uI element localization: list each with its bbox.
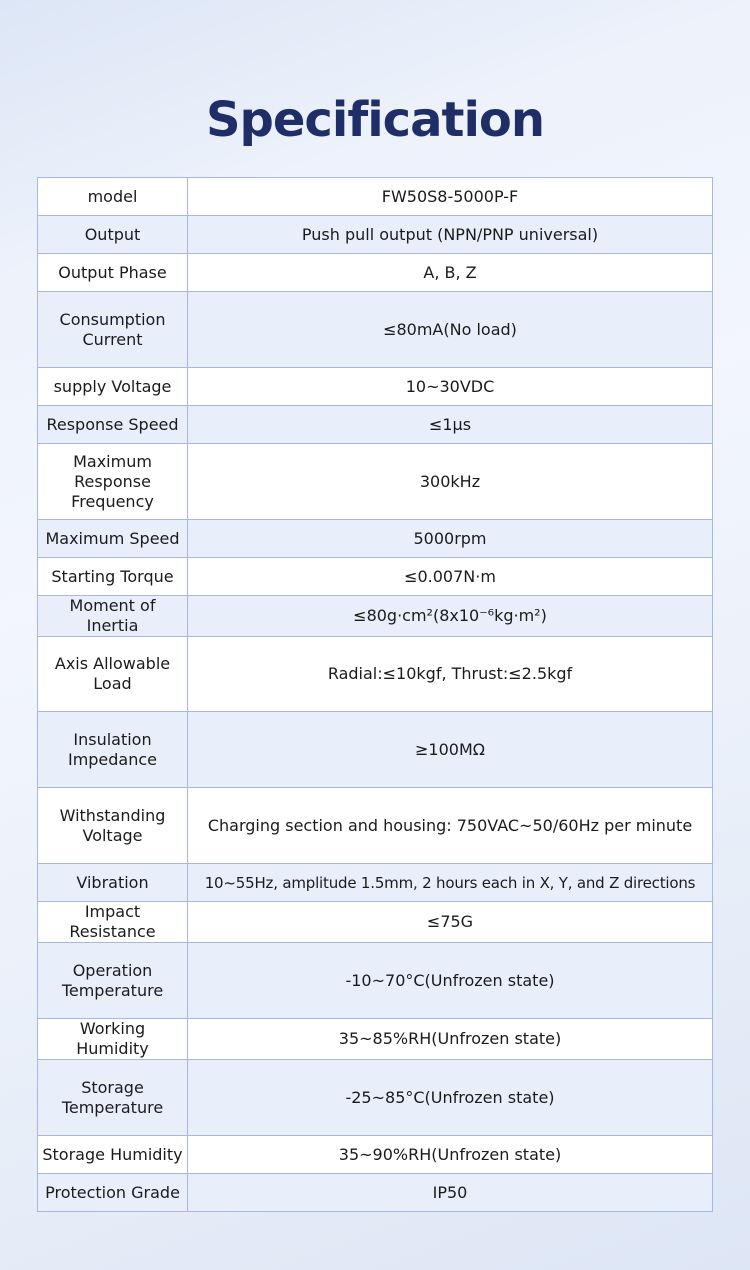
spec-value: ≥100MΩ (188, 712, 713, 788)
table-row (38, 444, 713, 520)
spec-value: 35~85%RH(Unfrozen state) (188, 1019, 713, 1060)
spec-value: FW50S8-5000P-F (188, 178, 713, 216)
spec-label: Starting Torque (38, 558, 188, 596)
spec-label: Working Humidity (38, 1019, 188, 1060)
spec-label: Storage Temperature (38, 1060, 188, 1136)
spec-value: IP50 (188, 1174, 713, 1212)
table-row (38, 788, 713, 864)
spec-value: 10~30VDC (188, 368, 713, 406)
spec-value: 5000rpm (188, 520, 713, 558)
table-row (38, 864, 713, 902)
spec-value: Charging section and housing: 750VAC~50/60Hz per minute (188, 788, 713, 864)
spec-label: Moment of Inertia (38, 596, 188, 637)
table-row (38, 1060, 713, 1136)
table-row (38, 943, 713, 1019)
spec-label: Consumption Current (38, 292, 188, 368)
spec-value: 35~90%RH(Unfrozen state) (188, 1136, 713, 1174)
spec-value: ≤80g·cm²(8x10⁻⁶kg·m²) (188, 596, 713, 637)
table-row (38, 216, 713, 254)
table-row (38, 292, 713, 368)
table-row (38, 558, 713, 596)
spec-label: Output Phase (38, 254, 188, 292)
spec-value: -10~70°C(Unfrozen state) (188, 943, 713, 1019)
spec-value: ≤1μs (188, 406, 713, 444)
table-row (38, 1136, 713, 1174)
spec-value: Push pull output (NPN/PNP universal) (188, 216, 713, 254)
table-row (38, 178, 713, 216)
table-row (38, 1174, 713, 1212)
spec-value: Radial:≤10kgf, Thrust:≤2.5kgf (188, 637, 713, 712)
table-row (38, 254, 713, 292)
spec-label: Vibration (38, 864, 188, 902)
table-row (38, 712, 713, 788)
spec-label: model (38, 178, 188, 216)
spec-value: ≤80mA(No load) (188, 292, 713, 368)
spec-label: Axis Allowable Load (38, 637, 188, 712)
spec-label: Response Speed (38, 406, 188, 444)
spec-label: Withstanding Voltage (38, 788, 188, 864)
page-title: Specification (205, 92, 545, 148)
table-row (38, 368, 713, 406)
table-row (38, 596, 713, 637)
spec-value: ≤0.007N·m (188, 558, 713, 596)
spec-table (37, 177, 713, 1212)
table-row (38, 637, 713, 712)
spec-label: Impact Resistance (38, 902, 188, 943)
spec-label: supply Voltage (38, 368, 188, 406)
table-row (38, 406, 713, 444)
table-row (38, 1019, 713, 1060)
spec-value: 300kHz (188, 444, 713, 520)
spec-label: Protection Grade (38, 1174, 188, 1212)
spec-label: Insulation Impedance (38, 712, 188, 788)
spec-value: 10~55Hz, amplitude 1.5mm, 2 hours each in X, Y, and Z directions (188, 864, 713, 902)
spec-label: Storage Humidity (38, 1136, 188, 1174)
spec-value: -25~85°C(Unfrozen state) (188, 1060, 713, 1136)
spec-value: ≤75G (188, 902, 713, 943)
spec-label: Maximum Response Frequency (38, 444, 188, 520)
spec-label: Operation Temperature (38, 943, 188, 1019)
spec-value: A, B, Z (188, 254, 713, 292)
spec-label: Output (38, 216, 188, 254)
spec-label: Maximum Speed (38, 520, 188, 558)
table-row (38, 902, 713, 943)
table-row (38, 520, 713, 558)
